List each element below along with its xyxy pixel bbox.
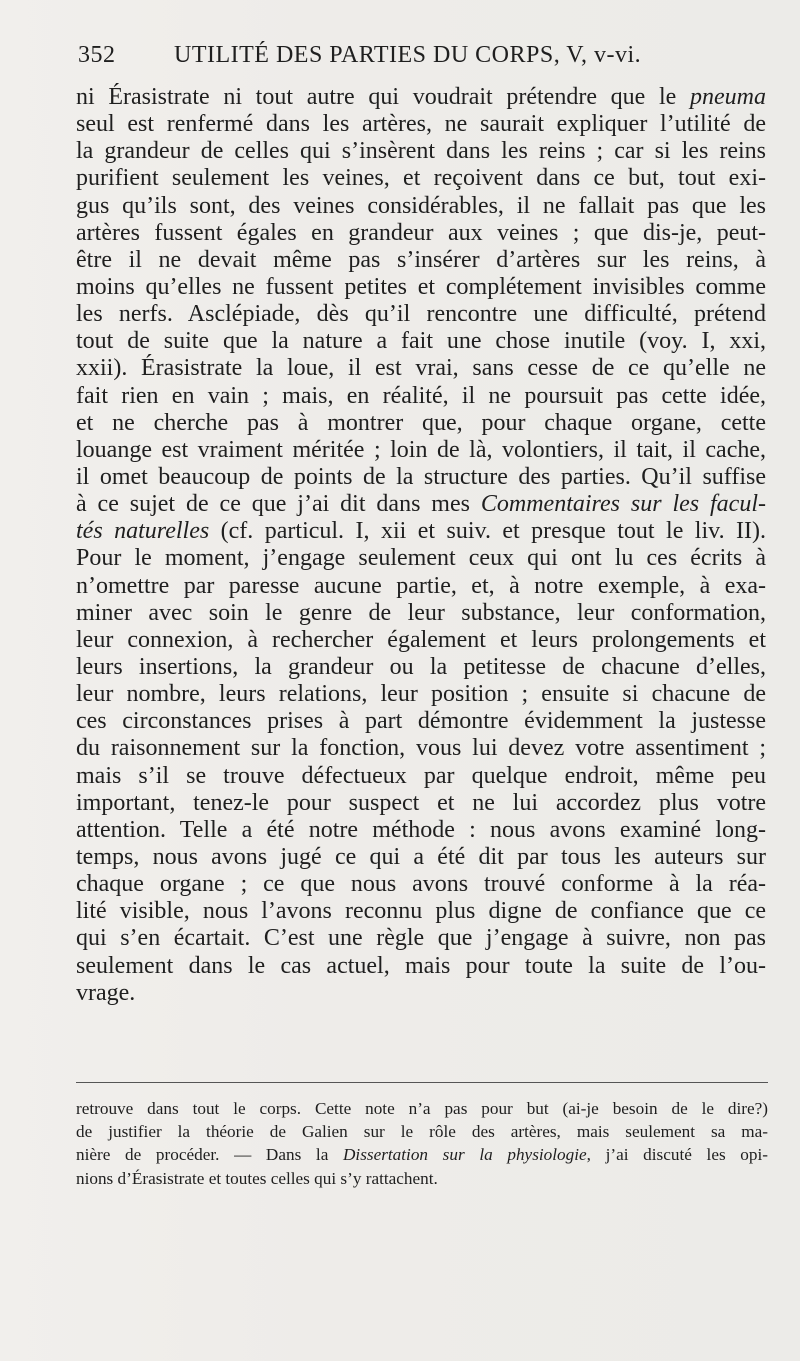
text-line: qui s’en écartait. C’est une règle que j’engage à suivre, non pas <box>76 925 766 952</box>
footnote-line: nière de procéder. — Dans la Dissertation sur la physiologie, j’ai discuté les opi- <box>76 1145 768 1165</box>
running-head: UTILITÉ DES PARTIES DU CORPS, V, v-vi. <box>174 42 642 68</box>
text-line: louange est vraiment méritée ; loin de là, volontiers, il tait, il cache, <box>76 436 766 463</box>
text-line: gus qu’ils sont, des veines considérables, il ne fallait pas que les <box>76 192 766 219</box>
page-header <box>78 42 748 74</box>
text-line: ni Érasistrate ni tout autre qui voudrait prétendre que le pneuma <box>76 84 766 110</box>
text-line: artères fussent égales en grandeur aux veines ; que dis-je, peut- <box>76 219 766 246</box>
text-line: ces circonstances prises à part démontre évidemment la justesse <box>76 708 766 735</box>
text-line: vrage. <box>76 979 136 1006</box>
text-line: leurs insertions, la grandeur ou la petitesse de chacune d’elles, <box>76 653 766 680</box>
text-line: leur nombre, leurs relations, leur position ; ensuite si chacune de <box>76 681 766 708</box>
page-number: 352 <box>78 42 116 68</box>
text-line: la grandeur de celles qui s’insèrent dans les reins ; car si les reins <box>76 138 766 165</box>
text-line: seulement dans le cas actuel, mais pour toute la suite de l’ou- <box>76 952 766 979</box>
text-line: miner avec soin le genre de leur substance, leur conformation, <box>76 599 766 626</box>
text-line: purifient seulement les veines, et reçoivent dans ce but, tout exi- <box>76 165 766 192</box>
text-line: attention. Telle a été notre méthode : nous avons examiné long- <box>76 816 766 843</box>
text-line: lité visible, nous l’avons reconnu plus digne de confiance que ce <box>76 898 766 925</box>
text-line: temps, nous avons jugé ce qui a été dit par tous les auteurs sur <box>76 843 766 870</box>
text-line: du raisonnement sur la fonction, vous lui devez votre assentiment ; <box>76 735 766 762</box>
text-line: tout de suite que la nature a fait une chose inutile (voy. I, xxi, <box>76 328 766 355</box>
text-line: xxii). Érasistrate la loue, il est vrai, sans cesse de ce qu’elle ne <box>76 355 766 382</box>
text-line: à ce sujet de ce que j’ai dit dans mes Commentaires sur les facul- <box>76 491 766 518</box>
main-text <box>76 84 766 1007</box>
text-line: n’omettre par paresse aucune partie, et, à notre exemple, à exa- <box>76 572 766 599</box>
text-line: il omet beaucoup de points de la structure des parties. Qu’il suffise <box>76 463 766 490</box>
text-line: mais s’il se trouve défectueux par quelque endroit, même peu <box>76 762 766 789</box>
text-line: leur connexion, à rechercher également et leurs prolongements et <box>76 626 766 653</box>
footnote-separator <box>76 1082 768 1083</box>
footnote-line: retrouve dans tout le corps. Cette note n’a pas pour but (ai-je besoin de le dire?) <box>76 1099 768 1118</box>
text-line: chaque organe ; ce que nous avons trouvé conforme à la réa- <box>76 871 766 898</box>
text-line: fait rien en vain ; mais, en réalité, il ne poursuit pas cette idée, <box>76 382 766 409</box>
footnote-line: nions d’Érasistrate et toutes celles qui s’y rattachent. <box>76 1168 438 1188</box>
text-line: les nerfs. Asclépiade, dès qu’il rencontre une difficulté, prétend <box>76 301 766 328</box>
text-line: être il ne devait même pas s’insérer d’artères sur les reins, à <box>76 246 766 273</box>
text-line: et ne cherche pas à montrer que, pour chaque organe, cette <box>76 409 766 436</box>
footnote <box>76 1097 768 1190</box>
text-line: moins qu’elles ne fussent petites et complétement invisibles comme <box>76 273 766 300</box>
text-line: seul est renfermé dans les artères, ne saurait expliquer l’utilité de <box>76 111 766 138</box>
text-line: Pour le moment, j’engage seulement ceux qui ont lu ces écrits à <box>76 545 766 572</box>
text-line: important, tenez-le pour suspect et ne lui accordez plus votre <box>76 789 766 816</box>
text-line: tés naturelles (cf. particul. I, xii et suiv. et presque tout le liv. II). <box>76 518 767 545</box>
footnote-line: de justifier la théorie de Galien sur le rôle des artères, mais seulement sa ma- <box>76 1122 768 1142</box>
